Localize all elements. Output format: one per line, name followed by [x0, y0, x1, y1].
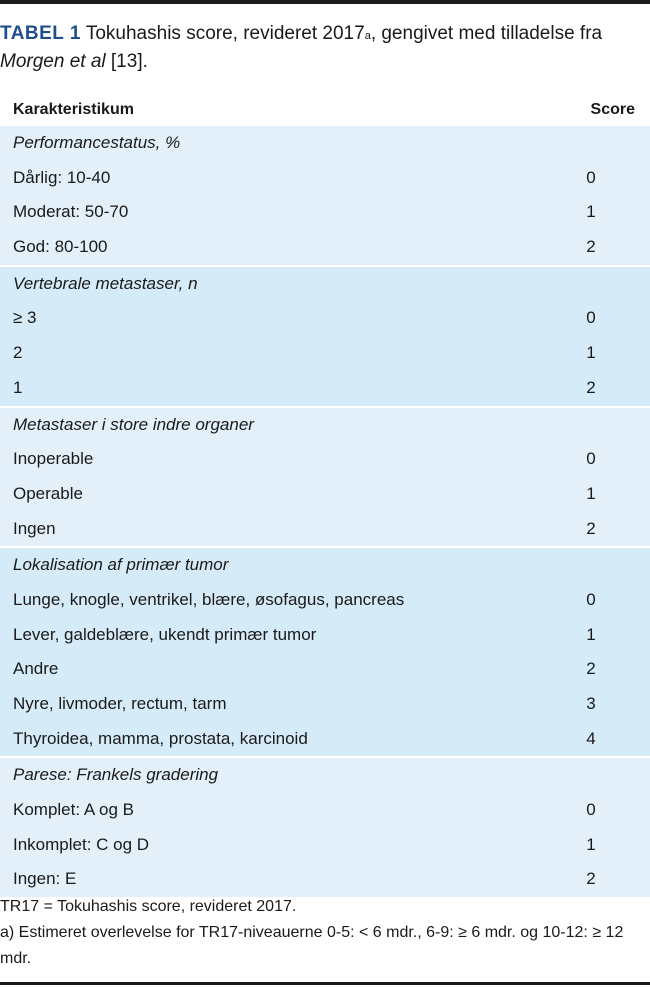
table-group [0, 758, 650, 899]
row-label: Andre [13, 659, 59, 679]
row-score: 1 [586, 483, 596, 503]
group-heading: Parese: Frankels gradering [13, 765, 219, 785]
table-row [0, 195, 650, 230]
row-score: 0 [586, 167, 596, 187]
row-label: Lunge, knogle, ventrikel, blære, øsofagus, pancreas [13, 589, 405, 609]
caption-superscript: a [364, 30, 371, 42]
header-score: Score [590, 101, 635, 118]
row-score: 2 [586, 518, 596, 538]
row-label: Dårlig: 10-40 [13, 167, 111, 187]
row-score: 0 [586, 308, 596, 328]
group-heading-row [0, 758, 650, 793]
group-heading: Lokalisation af primær tumor [13, 555, 229, 575]
row-label: Inoperable [13, 449, 94, 469]
row-label: 2 [13, 343, 23, 363]
row-label: ≥ 3 [13, 308, 37, 328]
caption-text-3: [13]. [105, 51, 148, 72]
row-score: 1 [586, 343, 596, 363]
table-row [0, 828, 650, 863]
table-row [0, 442, 650, 477]
row-label: Moderat: 50-70 [13, 202, 129, 222]
row-score: 2 [586, 659, 596, 679]
row-score: 1 [586, 624, 596, 644]
table-row [0, 583, 650, 618]
top-rule [0, 0, 650, 4]
table-row [0, 722, 650, 757]
group-heading-row [0, 408, 650, 443]
table-group [0, 267, 650, 408]
table-row [0, 230, 650, 265]
row-score: 2 [586, 237, 596, 257]
row-label: Operable [13, 483, 83, 503]
table-row [0, 336, 650, 371]
table-row [0, 652, 650, 687]
table-group [0, 408, 650, 549]
group-heading-row [0, 548, 650, 583]
table-row [0, 477, 650, 512]
row-label: Ingen [13, 518, 56, 538]
table-row [0, 793, 650, 828]
row-label: Komplet: A og B [13, 800, 134, 820]
table-row [0, 301, 650, 336]
row-score: 0 [586, 589, 596, 609]
table-row [0, 687, 650, 722]
table-row [0, 862, 650, 897]
table-row [0, 371, 650, 406]
table-row [0, 512, 650, 547]
footnote-abbreviation: TR17 = Tokuhashis score, revideret 2017. [0, 898, 297, 915]
caption-label: TABEL 1 [0, 23, 81, 44]
table-body [0, 126, 650, 899]
group-heading-row [0, 267, 650, 302]
group-heading: Metastaser i store indre organer [13, 414, 254, 434]
row-label: God: 80-100 [13, 237, 108, 257]
table-group [0, 126, 650, 267]
footnote-a: a) Estimeret overlevelse for TR17-niveauerne 0-5: < 6 mdr., 6-9: ≥ 6 mdr. og 10-12: ≥ 12 mdr. [0, 924, 624, 967]
table-caption [0, 20, 640, 76]
group-heading: Performancestatus, % [13, 133, 181, 152]
table-header [0, 98, 650, 126]
row-score: 0 [586, 449, 596, 469]
row-score: 2 [586, 869, 596, 889]
table-row [0, 161, 650, 196]
bottom-rule [0, 982, 650, 985]
group-heading-row [0, 126, 650, 161]
caption-reference: Morgen et al [0, 51, 106, 72]
row-label: 1 [13, 377, 23, 397]
group-heading: Vertebrale metastaser, n [13, 273, 198, 293]
row-score: 4 [586, 728, 596, 748]
row-label: Lever, galdeblære, ukendt primær tumor [13, 624, 317, 644]
row-score: 1 [586, 202, 596, 222]
footnotes [0, 894, 645, 972]
row-label: Inkomplet: C og D [13, 834, 150, 854]
row-label: Ingen: E [13, 869, 77, 889]
row-score: 0 [586, 800, 596, 820]
table-row [0, 618, 650, 653]
row-label: Nyre, livmoder, rectum, tarm [13, 694, 227, 713]
caption-text-2: , gengivet med tilladelse fra [370, 23, 603, 44]
row-score: 3 [586, 694, 596, 713]
row-label: Thyroidea, mamma, prostata, karcinoid [13, 728, 308, 748]
caption-text: Tokuhashis score, revideret 2017 [80, 23, 365, 44]
header-characteristic: Karakteristikum [13, 101, 134, 118]
row-score: 1 [586, 834, 596, 854]
row-score: 2 [586, 377, 596, 397]
table-group [0, 548, 650, 758]
